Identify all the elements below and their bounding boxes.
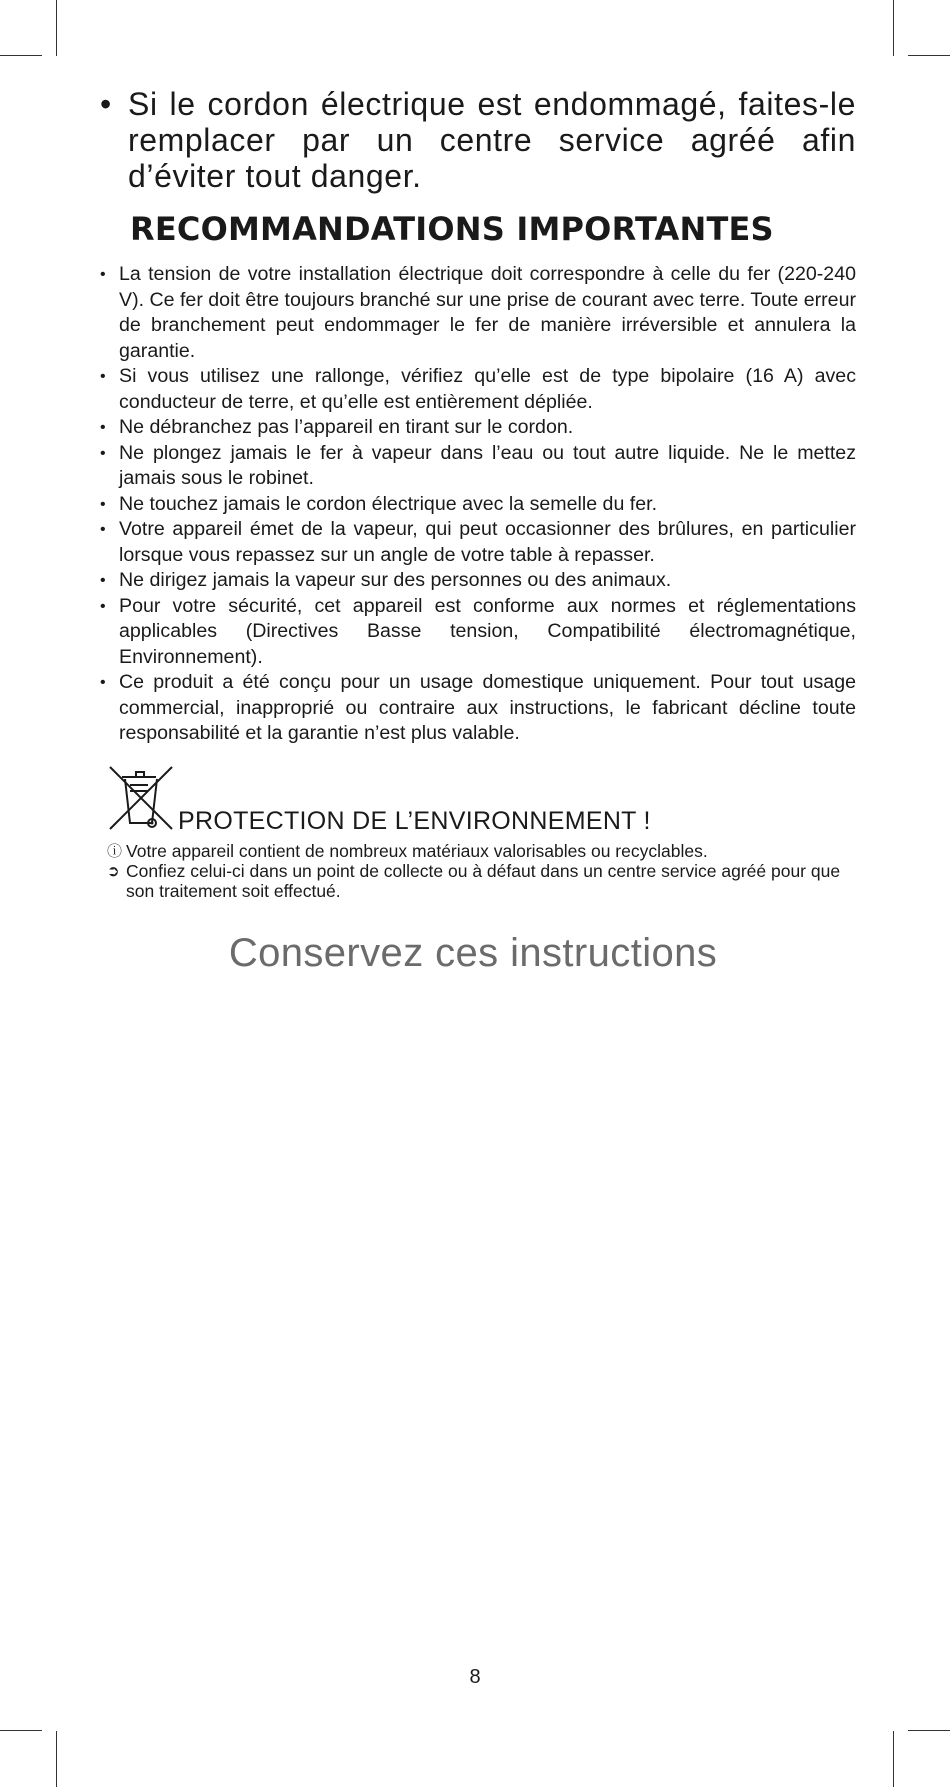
- list-item: [100, 568, 856, 594]
- page-number: 8: [469, 1666, 481, 1688]
- list-item: [100, 364, 856, 415]
- lead-warning-text: Si le cordon électrique est endommagé, faites-le remplacer par un centre service agréé afin d’éviter tout danger.: [128, 86, 856, 194]
- crop-mark-bottom-right: [893, 1731, 894, 1787]
- info-icon: ⓘ: [107, 841, 123, 860]
- environment-title: PROTECTION DE L’ENVIRONNEMENT !: [178, 806, 651, 835]
- page-content: [100, 86, 856, 976]
- list-item-text: Ne dirigez jamais la vapeur sur des personnes ou des animaux.: [119, 569, 672, 591]
- crop-mark-bottom-left-h: [0, 1730, 42, 1731]
- list-item-text: Si vous utilisez une rallonge, vérifiez qu’elle est de type bipolaire (16 A) avec conducteur de terre, et qu’elle est entièrement dépliée.: [119, 365, 856, 413]
- environment-header: [100, 765, 856, 835]
- list-item-text: Votre appareil émet de la vapeur, qui peut occasionner des brûlures, en particulier lorsque vous repassez sur un angle de votre table à repasser.: [119, 518, 856, 566]
- list-item: [100, 262, 856, 364]
- crop-mark-top-left-h: [0, 55, 42, 56]
- list-item: [100, 415, 856, 441]
- bullet: •: [100, 86, 112, 122]
- bullet: •: [100, 495, 106, 513]
- environment-instruction-text: Confiez celui-ci dans un point de collecte ou à défaut dans un centre service agréé pour que son traitement soit effectué.: [126, 860, 841, 901]
- list-item: [100, 441, 856, 492]
- section-heading: RECOMMANDATIONS IMPORTANTES: [130, 210, 774, 248]
- recommendations-list: [100, 262, 856, 747]
- environment-instruction: [107, 861, 856, 901]
- bullet: •: [100, 266, 106, 283]
- crop-mark-top-left: [56, 0, 57, 56]
- crop-mark-top-right-h: [908, 55, 950, 56]
- list-item-text: Ce produit a été conçu pour un usage domestique uniquement. Pour tout usage commercial, inapproprié ou contraire aux instructions, le fabricant décline toute responsabilité et la garantie n’est plus valable.: [119, 671, 856, 744]
- closing-note: Conservez ces instructions: [228, 930, 718, 975]
- list-item: [100, 517, 856, 568]
- crossed-out-wheelie-bin-icon: [108, 765, 174, 831]
- bullet: •: [100, 572, 106, 589]
- bullet: •: [100, 419, 106, 436]
- list-item-text: Ne touchez jamais le cordon électrique avec la semelle du fer.: [119, 492, 658, 515]
- environment-info: [107, 841, 856, 861]
- crop-mark-bottom-right-h: [908, 1730, 950, 1731]
- list-item: [100, 670, 856, 747]
- bullet: •: [100, 674, 106, 691]
- bullet: •: [100, 597, 106, 615]
- environment-info-text: Votre appareil contient de nombreux matériaux valorisables ou recyclables.: [126, 840, 708, 861]
- arrow-right-icon: ➲: [107, 861, 120, 880]
- bullet: •: [100, 444, 106, 462]
- lead-warning: [100, 86, 856, 194]
- crop-mark-top-right: [893, 0, 894, 56]
- crop-mark-bottom-left: [56, 1731, 57, 1787]
- bullet: •: [100, 521, 106, 538]
- list-item-text: Ne débranchez pas l’appareil en tirant sur le cordon.: [119, 416, 574, 438]
- list-item: [100, 594, 856, 671]
- list-item-text: Pour votre sécurité, cet appareil est conforme aux normes et réglementations applicables (Directives Basse tension, Compatibilité électromagnétique, Environnement).: [119, 594, 856, 668]
- list-item: [100, 492, 856, 518]
- bullet: •: [100, 368, 106, 385]
- list-item-text: La tension de votre installation électrique doit correspondre à celle du fer (220-240 V). Ce fer doit être toujours branché sur une prise de courant avec terre. Toute erreur de branchement peut endommager le fer de manière irréversible et annulera la garantie.: [119, 263, 856, 362]
- list-item-text: Ne plongez jamais le fer à vapeur dans l’eau ou tout autre liquide. Ne le mettez jamais sous le robinet.: [119, 441, 856, 489]
